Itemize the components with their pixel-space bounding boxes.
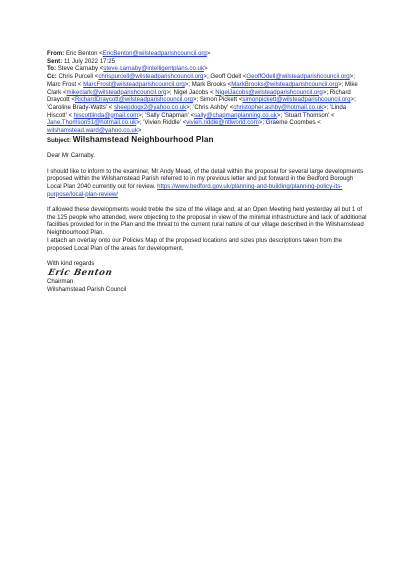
- from-label: From:: [47, 50, 65, 57]
- cc-recipient-text: 'Chris Ashby' <: [193, 103, 234, 111]
- cc-recipient-separator: >; Marc Frost <: [47, 73, 355, 88]
- signature: Eric Benton: [47, 267, 114, 278]
- closing: With kind regards: [47, 259, 95, 267]
- cc-recipient-text: Chapman' <: [161, 111, 195, 119]
- cc-recipient-separator: >;: [136, 119, 142, 127]
- to-line: To: Steve Carnaby <steve.carnaby@intelligentplans.co.uk>: [47, 65, 208, 73]
- greeting: Dear Mr Carnaby.: [47, 152, 95, 160]
- from-line: From: Eric Benton <EricBenton@wilsteadparishcouncil.org>: [47, 50, 211, 57]
- cc-recipient-email-link[interactable]: chrispurcell@wilsteadparishcouncil.org: [98, 73, 204, 81]
- cc-recipient-email-link[interactable]: wilshamstead.ward@yahoo.co.uk: [47, 127, 138, 135]
- to-label: To:: [47, 65, 57, 73]
- cc-recipient-separator: >; 'Sally: [138, 111, 160, 119]
- paragraph-1: I should like to inform to the examiner, Mr Andy Mead, of the detail within the proposal for several large developments proposed within the Wilshamstead Parish referred to in my previous letter and put forward in the Bedford Borough Local Plan 2040 currently out for review. https://www.bedford.gov.uk/planning-and-building/planning-policy-its-purpose/local-plan-review/: [47, 167, 364, 198]
- cc-recipient-separator: >;: [186, 103, 192, 111]
- sent-label: Sent:: [47, 57, 63, 65]
- cc-recipient-text: Richard Draycott <: [47, 88, 351, 104]
- cc-label: Cc:: [47, 73, 57, 81]
- cc-recipient-separator: >; Geoff Odell: [203, 73, 242, 81]
- cc-recipient-email-link[interactable]: sheepdogx2@yahoo.co.uk: [113, 103, 187, 111]
- cc-recipient-email-link[interactable]: RichardDraycott@wilsteadparishcouncil.org: [74, 96, 193, 104]
- to-email-link[interactable]: steve.carnaby@intelligentplans.co.uk: [103, 65, 204, 73]
- to-name: Steve Carnaby <: [57, 65, 104, 73]
- cc-recipient-separator: >; 'Caroline Brady-Watts' <: [47, 96, 356, 111]
- email-document: [47, 50, 367, 294]
- cc-recipient-email-link[interactable]: MarkBrooks@wilsteadparishcouncil.org: [231, 80, 338, 88]
- cc-recipient-email-link[interactable]: simonpickett@wilsteadparishcouncil.org: [242, 96, 351, 104]
- cc-recipient-text: 'Vivien Riddle' <: [143, 119, 187, 127]
- from-email-link[interactable]: EricBenton@wilsteadparishcouncil.org: [102, 50, 207, 57]
- subject-label: Subject:: [47, 136, 72, 144]
- cc-recipient-separator: >; Nigel Jacobs <: [166, 88, 214, 96]
- cc-recipient-text: <: [238, 96, 243, 104]
- cc-recipient-separator: >; 'Stuart Thomson' <: [276, 111, 335, 119]
- paragraph-3: I attach an overlay onto our Policies Map of the proposed locations and sizes plus descriptions taken from the proposed Local Plan of the areas for development.: [47, 236, 343, 252]
- paragraph-2: If allowed these developments would treble the size of the village and, at an Open Meeting held yesterday all but 1 of the 125 people who attended, were objecting to the proposal in view of the minimal infrastructure and lack of additional facilities provided for in the Plan and the threat to the current rural nature of our village described in the Wilshamstead Neighbourhood Plan.: [47, 206, 367, 237]
- cc-recipient-separator: >;: [322, 88, 329, 96]
- subject-value: Wilshamstead Neighbourhood Plan: [72, 134, 214, 144]
- cc-recipient-separator: >; Mark: [184, 80, 206, 88]
- sent-line: [47, 58, 367, 66]
- cc-recipient-email-link[interactable]: mikeclark@wilsteadparishcouncil.org: [66, 88, 167, 96]
- cc-recipient-email-link[interactable]: christopher.ashby@hotmail.co.uk: [233, 103, 324, 111]
- cc-recipient-separator: >: [137, 127, 142, 135]
- cc-recipient-separator: >; Mike Clark: [47, 80, 358, 96]
- cc-recipient-email-link[interactable]: sally@chapmanplanning.co.uk: [194, 111, 277, 119]
- cc-recipient-separator: >; 'Linda Hiscott' <: [47, 103, 347, 119]
- cc-recipient-text: <: [62, 88, 67, 96]
- cc-recipients: [47, 73, 358, 134]
- sent-value: 11 July 2022 17:25: [63, 57, 115, 65]
- cc-recipient-text: Brooks <: [206, 80, 232, 88]
- email-header: [47, 50, 367, 144]
- signer-org: Wilshamstead Parish Council: [47, 286, 127, 294]
- cc-recipient-separator: >; Graeme Coombes <: [258, 119, 321, 127]
- cc-recipient-email-link[interactable]: NigelJacobs@wilsteadparishcouncil.org: [215, 88, 323, 96]
- cc-recipient-email-link[interactable]: vivien.riddle@ntlworld.com: [186, 119, 259, 127]
- cc-recipient-email-link[interactable]: Jane.Thomson51@hotmail.co.uk: [47, 119, 137, 127]
- local-plan-review-link[interactable]: https://www.bedford.gov.uk/planning-and-building/planning-policy-its-purpose/local-plan-review/: [47, 182, 343, 198]
- cc-recipient-email-link[interactable]: MarcFrost@wilsteadparishcouncil.org: [83, 80, 185, 88]
- signer-role: Chairman: [47, 278, 74, 286]
- cc-recipient-text: Chris Purcell <: [58, 73, 99, 81]
- cc-recipient-text: <: [242, 73, 247, 81]
- cc-recipient-email-link[interactable]: hiscottlinda@gmail.com: [73, 111, 139, 119]
- subject-line: [47, 136, 367, 145]
- cc-recipient-email-link[interactable]: GeoffOdell@wilsteadparishcouncil.org: [246, 73, 350, 81]
- cc-block: [47, 73, 367, 135]
- from-name: Eric Benton <: [65, 50, 103, 57]
- cc-recipient-separator: >; Simon Pickett: [192, 96, 238, 104]
